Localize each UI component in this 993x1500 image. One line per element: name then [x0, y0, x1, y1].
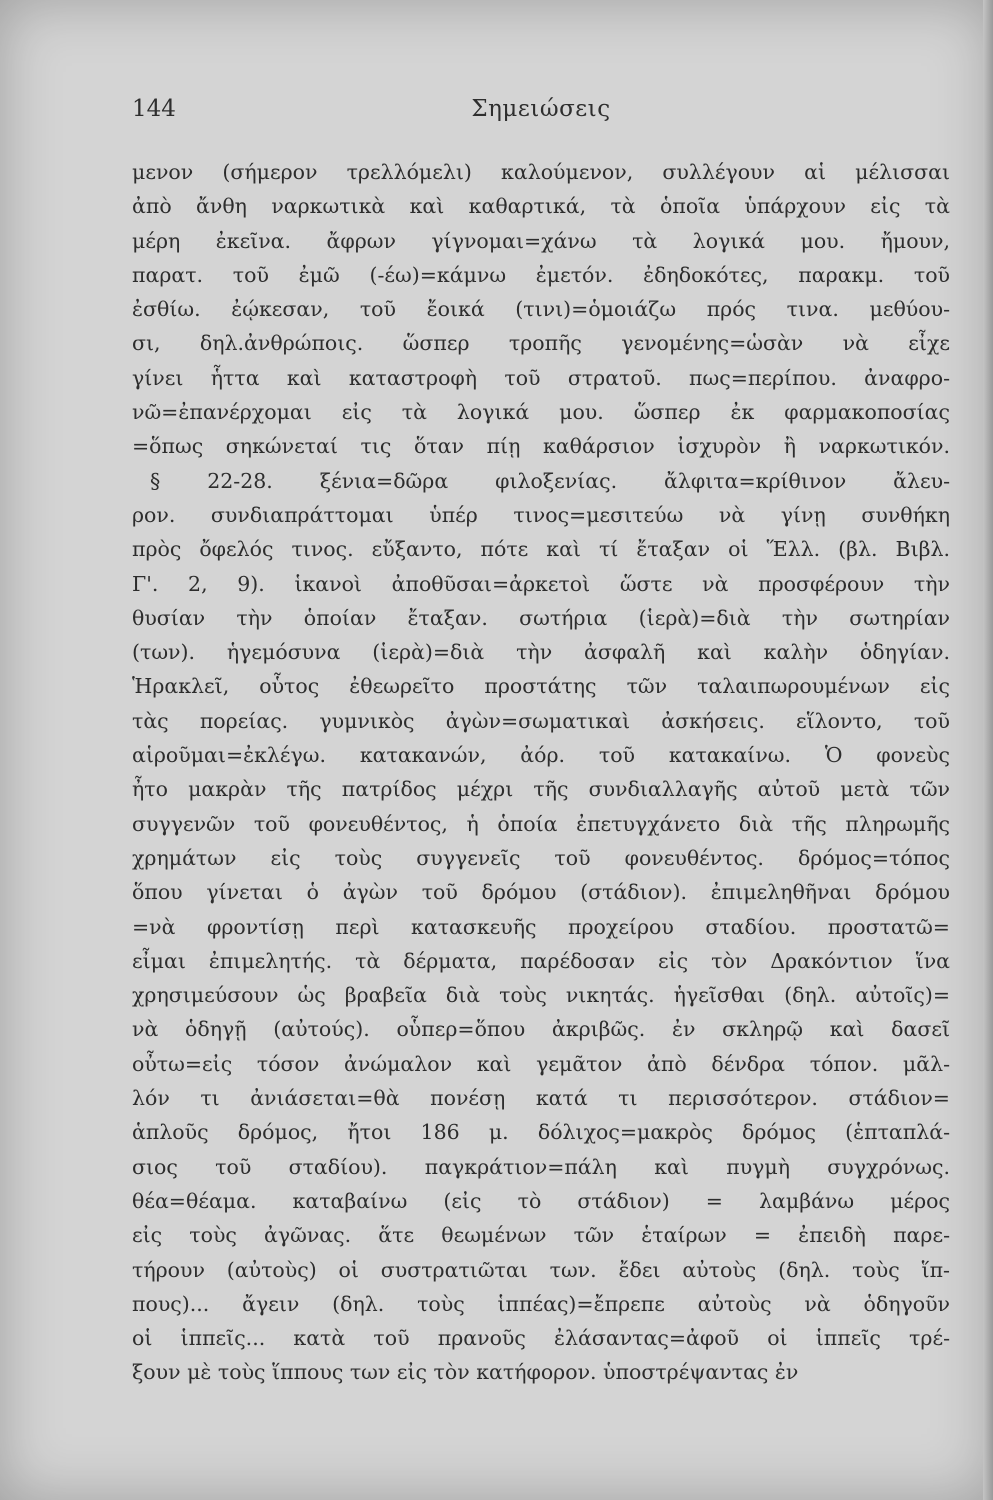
text-line: νῶ=ἐπανέρχομαι εἰς τὰ λογικά μου. ὥσπερ ἐκ φαρμακοποσίας — [132, 400, 950, 425]
text-line: μενον (σήμερον τρελλόμελι) καλούμενον, συλλέγουν αἱ μέλισσαι — [132, 160, 950, 184]
text-line: τήρουν (αὐτοὺς) οἱ συστρατιῶται των. ἔδει αὐτοὺς (δηλ. τοὺς ἵπ- — [132, 1257, 950, 1282]
section-start-line: § 22-28. ξένια=δῶρα φιλοξενίας. ἄλφιτα=κρίθινον ἄλευ- — [150, 468, 950, 493]
text-line: πους)... ἄγειν (δηλ. τοὺς ἱππέας)=ἔπρεπε αὐτοὺς νὰ ὁδηγοῦν — [132, 1291, 950, 1316]
text-line: θέα=θέαμα. καταβαίνω (εἰς τὸ στάδιον) = λαμβάνω μέρος — [132, 1188, 950, 1213]
text-line: Γ'. 2, 9). ἱκανοὶ ἀποθῦσαι=ἀρκετοὶ ὥστε νὰ προσφέρουν τὴν — [132, 571, 950, 596]
text-line: ἐσθίω. ἐῴκεσαν, τοῦ ἔοικά (τινι)=ὁμοιάζω πρός τινα. μεθύου- — [132, 297, 950, 322]
text-line: (των). ἡγεμόσυνα (ἱερὰ)=διὰ τὴν ἀσφαλῆ καὶ καλὴν ὁδηγίαν. — [132, 640, 950, 665]
text-line: σιος τοῦ σταδίου). παγκράτιον=πάλη καὶ πυγμὴ συγχρόνως. — [132, 1154, 950, 1179]
notes-text-block — [132, 155, 950, 1390]
text-line: λόν τι ἀνιάσεται=θὰ πονέσῃ κατά τι περισσότερον. στάδιον= — [132, 1086, 950, 1111]
page-number: 144 — [132, 96, 176, 122]
text-line: χρησιμεύσουν ὡς βραβεῖα διὰ τοὺς νικητάς. ἡγεῖσθαι (δηλ. αὐτοῖς)= — [132, 983, 950, 1008]
text-line: Ἡρακλεῖ, οὗτος ἐθεωρεῖτο προστάτης τῶν ταλαιπωρουμένων εἰς — [132, 674, 950, 699]
text-line: χρημάτων εἰς τοὺς συγγενεῖς τοῦ φονευθέντος. δρόμος=τόπος — [132, 845, 950, 870]
text-line: =νὰ φροντίσῃ περὶ κατασκευῆς προχείρου σταδίου. προστατῶ= — [132, 914, 950, 939]
text-line: ὅπου γίνεται ὁ ἀγὼν τοῦ δρόμου (στάδιον). ἐπιμεληθῆναι δρόμου — [132, 880, 950, 905]
text-line: συγγενῶν τοῦ φονευθέντος, ἡ ὁποία ἐπετυγχάνετο διὰ τῆς πληρωμῆς — [132, 811, 950, 836]
page-edge-shadow — [983, 0, 993, 1500]
page-header — [132, 92, 950, 126]
text-line: ρον. συνδιαπράττομαι ὑπέρ τινος=μεσιτεύω νὰ γίνῃ συνθήκη — [132, 502, 950, 527]
running-title: Σημειώσεις — [471, 96, 611, 122]
text-line: μέρη ἐκεῖνα. ἄφρων γίγνομαι=χάνω τὰ λογικά μου. ἤμουν, — [132, 228, 950, 253]
text-line: εἰς τοὺς ἀγῶνας. ἅτε θεωμένων τῶν ἑταίρων = ἐπειδὴ παρε- — [132, 1223, 950, 1248]
text-line: εἶμαι ἐπιμελητής. τὰ δέρματα, παρέδοσαν εἰς τὸν Δρακόντιον ἵνα — [132, 948, 950, 973]
text-line: ἀπὸ ἄνθη ναρκωτικὰ καὶ καθαρτικά, τὰ ὁποῖα ὑπάρχουν εἰς τὰ — [132, 194, 950, 219]
text-line: γίνει ἧττα καὶ καταστροφὴ τοῦ στρατοῦ. πως=περίπου. ἀναφρο- — [132, 365, 950, 390]
text-line: ξουν μὲ τοὺς ἵππους των εἰς τὸν κατήφορον. ὑποστρέψαντας ἐν — [132, 1360, 799, 1385]
text-line: τὰς πορείας. γυμνικὸς ἀγὼν=σωματικαὶ ἀσκήσεις. εἵλοντο, τοῦ — [132, 708, 950, 733]
text-line: οἱ ἱππεῖς... κατὰ τοῦ πρανοῦς ἐλάσαντας=ἀφοῦ οἱ ἱππεῖς τρέ- — [132, 1326, 950, 1351]
text-line: οὖτω=εἰς τόσον ἀνώμαλον καὶ γεμᾶτον ἀπὸ δένδρα τόπον. μᾶλ- — [132, 1051, 950, 1076]
text-line: σι, δηλ.ἀνθρώποις. ὥσπερ τροπῆς γενομένης=ὡσὰν νὰ εἶχε — [132, 331, 950, 356]
text-line: πρὸς ὄφελός τινος. εὔξαντο, πότε καὶ τί ἔταξαν οἱ Ἕλλ. (βλ. Βιβλ. — [132, 537, 950, 562]
text-line: =ὅπως σηκώνεταί τις ὅταν πίῃ καθάρσιον ἰσχυρὸν ἢ ναρκωτικόν. — [132, 434, 950, 459]
text-line: νὰ ὁδηγῇ (αὐτούς). οὗπερ=ὅπου ἀκριβῶς. ἐν σκληρῷ καὶ δασεῖ — [132, 1017, 950, 1042]
text-line: παρατ. τοῦ ἐμῶ (-έω)=κάμνω ἐμετόν. ἐδηδοκότες, παρακμ. τοῦ — [132, 262, 950, 287]
text-line: ἦτο μακρὰν τῆς πατρίδος μέχρι τῆς συνδιαλλαγῆς αὐτοῦ μετὰ τῶν — [132, 777, 950, 802]
text-line: αἱροῦμαι=ἐκλέγω. κατακανών, ἀόρ. τοῦ κατακαίνω. Ὁ φονεὺς — [132, 743, 950, 768]
text-line: θυσίαν τὴν ὁποίαν ἔταξαν. σωτήρια (ἱερὰ)=διὰ τὴν σωτηρίαν — [132, 605, 950, 630]
text-line: ἁπλοῦς δρόμος, ἤτοι 186 μ. δόλιχος=μακρὸς δρόμος (ἑπταπλά- — [132, 1120, 950, 1145]
